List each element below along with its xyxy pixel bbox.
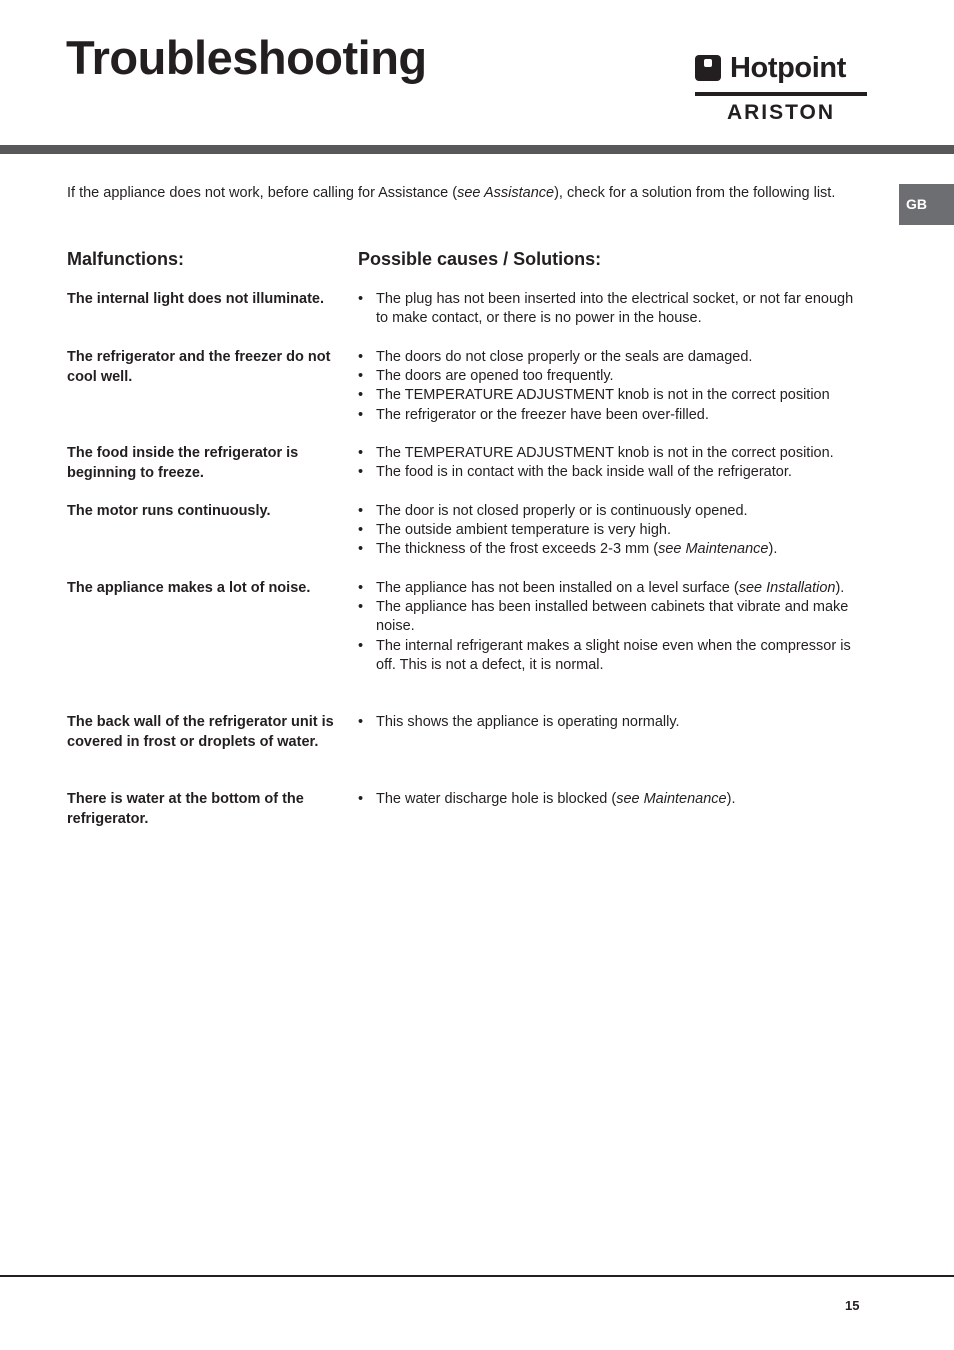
intro-reference: see Assistance (457, 185, 555, 201)
cause-item (358, 348, 868, 367)
intro-before: If the appliance does not work, before calling for Assistance ( (67, 185, 458, 201)
cause-item (358, 406, 868, 425)
cause-text: The appliance has been installed between cabinets that vibrate and make noise. (376, 599, 849, 635)
cause-text: The food is in contact with the back inside wall of the refrigerator. (376, 464, 792, 481)
header-divider-bar (0, 145, 954, 154)
cause-text: The internal refrigerant makes a slight noise even when the compressor is off. This is not a defect, it is normal. (376, 637, 851, 673)
malfunction-label: The refrigerator and the freezer do not cool well. (67, 349, 331, 385)
cause-reference: see Maintenance (616, 791, 727, 807)
cause-item (358, 290, 868, 328)
cause-item (358, 386, 868, 405)
causes-heading: Possible causes / Solutions: (358, 249, 602, 269)
cause-item (358, 713, 868, 732)
logo-divider (695, 92, 867, 96)
malfunction-label: The motor runs continuously. (67, 503, 271, 519)
cause-text: The doors do not close properly or the seals are damaged. (376, 349, 753, 365)
cause-text: The appliance has not been installed on a level surface ( (376, 580, 739, 596)
causes-list (358, 502, 868, 560)
malfunction-label: The internal light does not illuminate. (67, 291, 324, 307)
malfunctions-heading: Malfunctions: (67, 249, 184, 269)
cause-item (358, 367, 868, 386)
cause-text: The TEMPERATURE ADJUSTMENT knob is not in the correct position (376, 387, 830, 404)
hotpoint-ariston-logo (694, 52, 868, 126)
page-title: Troubleshooting (66, 31, 427, 84)
cause-item (358, 444, 868, 463)
causes-list (358, 348, 868, 425)
causes-list (358, 579, 868, 675)
cause-text: The doors are opened too frequently. (376, 368, 614, 385)
cause-item (358, 637, 868, 675)
cause-item (358, 598, 868, 636)
causes-list (358, 444, 868, 482)
cause-text: The outside ambient temperature is very high. (376, 522, 671, 539)
malfunction-label: The back wall of the refrigerator unit is covered in frost or droplets of water. (67, 714, 334, 750)
cause-tail: ). (835, 580, 845, 596)
cause-text: This shows the appliance is operating normally. (376, 714, 680, 730)
causes-list (358, 790, 868, 809)
cause-tail: ). (726, 791, 736, 807)
cause-text: The TEMPERATURE ADJUSTMENT knob is not in the correct position. (376, 445, 834, 461)
page-number: 15 (845, 1298, 860, 1313)
cause-item (358, 502, 868, 521)
cause-item (358, 463, 868, 482)
intro-after: ), check for a solution from the following list. (554, 185, 836, 201)
cause-tail: ). (768, 541, 778, 558)
logo-square-icon (695, 55, 721, 81)
malfunction-label: The appliance makes a lot of noise. (67, 580, 311, 596)
causes-list (358, 713, 868, 732)
language-tab: GB (899, 184, 954, 225)
cause-text: The water discharge hole is blocked ( (376, 791, 617, 807)
logo-subbrand-text: ARISTON (726, 101, 836, 124)
cause-item (358, 579, 868, 598)
cause-text: The plug has not been inserted into the electrical socket, or not far enough to make contact, or there is no power in the house. (376, 291, 854, 327)
cause-reference: see Installation (738, 580, 836, 596)
footer-divider (0, 1275, 954, 1277)
cause-text: The refrigerator or the freezer have been over-filled. (376, 406, 709, 423)
cause-item (358, 521, 868, 540)
cause-text: The thickness of the frost exceeds 2-3 mm ( (376, 541, 659, 558)
causes-list (358, 290, 868, 328)
cause-item (358, 790, 868, 809)
cause-item (358, 540, 868, 559)
intro-text (67, 185, 835, 201)
malfunction-label: There is water at the bottom of the refrigerator. (67, 791, 304, 827)
malfunction-label: The food inside the refrigerator is beginning to freeze. (67, 445, 299, 481)
cause-text: The door is not closed properly or is continuously opened. (376, 503, 748, 519)
cause-reference: see Maintenance (658, 541, 769, 558)
logo-brand-text: Hotpoint (730, 52, 846, 84)
